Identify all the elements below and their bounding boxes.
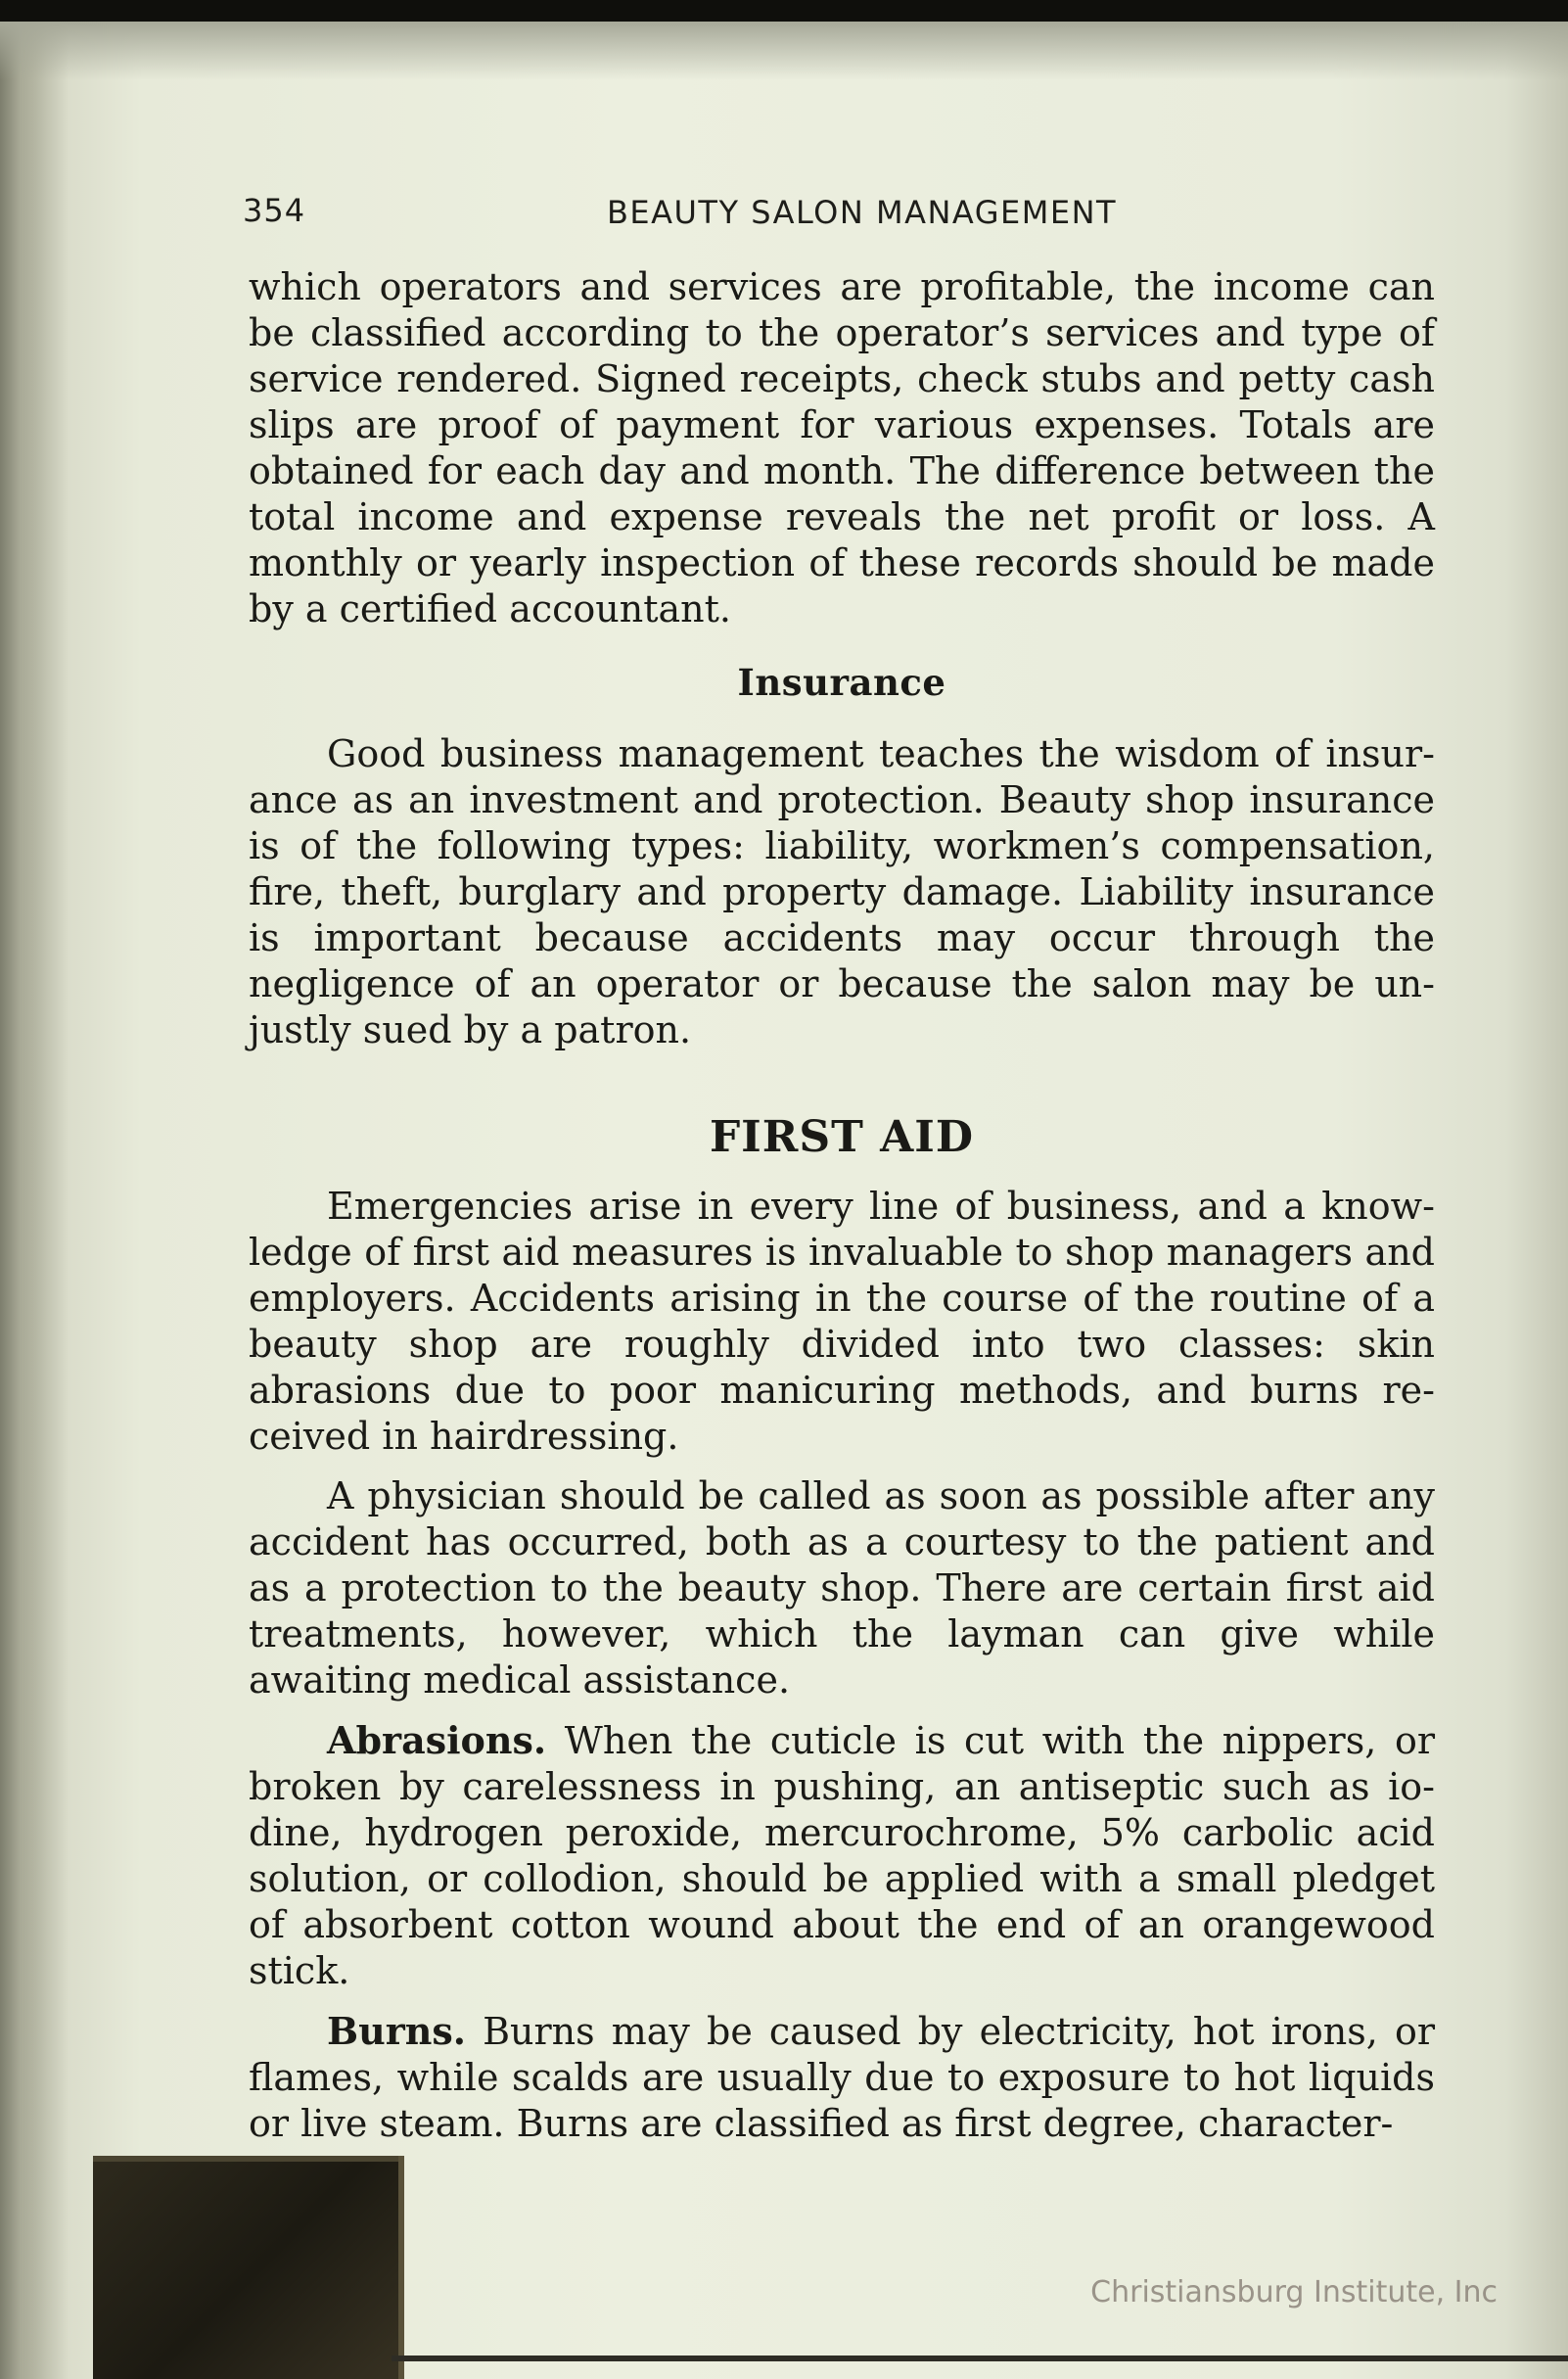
first-aid-paragraph-1: Emergencies arise in every line of business, and a knowledge of first aid measures is invaluable to shop managers and employers. Accidents arising in the course of the routine of a beauty shop are roughly divided into two classes: skin abrasions due to poor manicuring methods, and burns received in hairdressing. (249, 1185, 1435, 1458)
insurance-paragraph: Good business management teaches the wisdom of insurance as an investment and protection. Beauty shop insurance is of the following types: liability, workmen’s compensation, fire, theft, burglary and property damage. Liability insurance is important because accidents may occur through the negligence of an operator or because the salon may be unjustly sued by a patron. (249, 732, 1435, 1051)
first-aid-heading: FIRST AID (709, 1112, 975, 1162)
page-header (243, 176, 1432, 235)
body-text (249, 264, 1435, 2147)
book-page (0, 22, 1568, 2379)
burns-paragraph (249, 2008, 1435, 2147)
running-title: BEAUTY SALON MANAGEMENT (606, 194, 1118, 231)
insurance-heading: Insurance (737, 661, 946, 704)
bookmark-tab (93, 2156, 404, 2379)
page-number: 354 (243, 192, 306, 229)
abrasions-text: When the cuticle is cut with the nippers, or broken by carelessness in pushing, an antiseptic such as iodine, hydrogen peroxide, mercurochrome, 5% carbolic acid solution, or collodion, should be applied with a small pledget of absorbent cotton wound about the end of an orangewood stick. (249, 1719, 1435, 1992)
burns-text: Burns may be caused by electricity, hot irons, or flames, while scalds are usually due to exposure to hot liquids or live steam. Burns are classified as first degree, character- (249, 2010, 1435, 2145)
page-bottom-edge (392, 2356, 1568, 2361)
first-aid-paragraph-2: A physician should be called as soon as possible after any accident has occurred, both as a courtesy to the patient and as a protection to the beauty shop. There are certain first aid treatments, however, which the layman can give while awaiting medical assistance. (249, 1474, 1435, 1702)
abrasions-lead: Abrasions. (327, 1718, 547, 1762)
intro-paragraph: which operators and services are profitable, the income can be classified according to the operator’s services and type of service rendered. Signed receipts, check stubs and petty cash slips are proof of payment for various expenses. Totals are obtained for each day and month. The difference between the total income and expense reveals the net profit or loss. A monthly or yearly inspection of these records should be made by a certified accountant. (249, 265, 1435, 630)
watermark: Christiansburg Institute, Inc (1090, 2275, 1498, 2309)
burns-lead: Burns. (327, 2009, 467, 2053)
abrasions-paragraph (249, 1717, 1435, 1994)
